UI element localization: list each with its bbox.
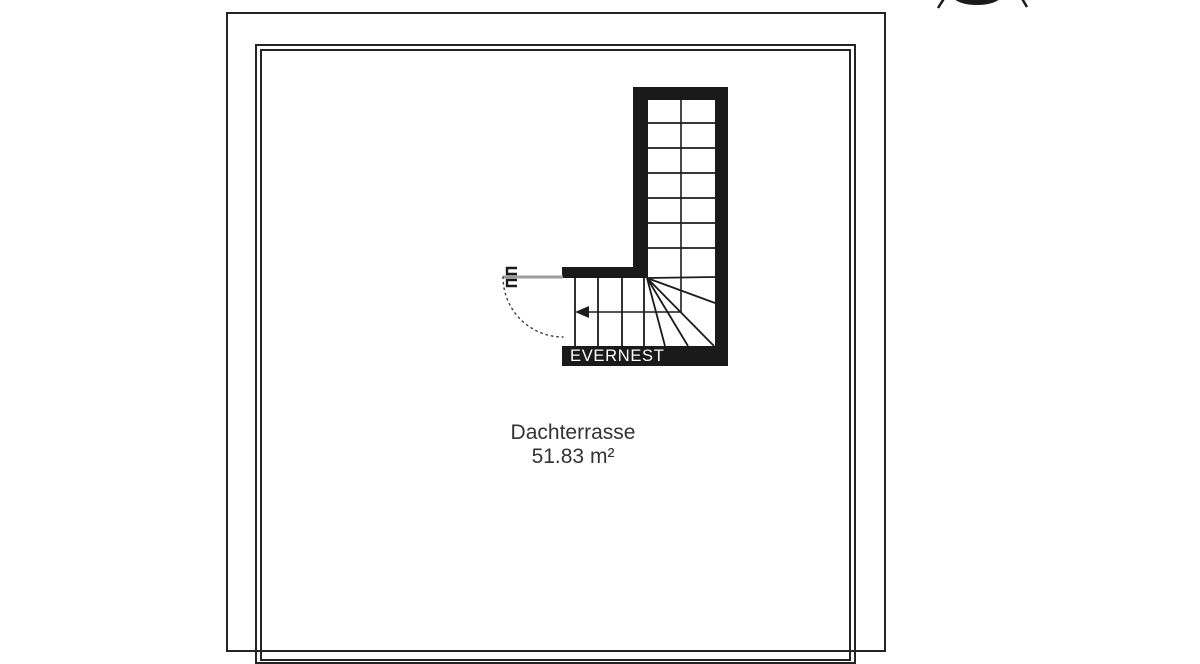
stair-walls: [562, 87, 728, 366]
watermark-label: EVERNEST: [570, 347, 665, 365]
room-area: 51.83 m²: [531, 445, 615, 468]
room-name: Dachterrasse: [510, 421, 636, 444]
door: [503, 268, 563, 337]
stair-wall-wing: [562, 267, 648, 278]
logo-left-stroke-icon: [938, 0, 945, 8]
stair-wall-left: [633, 87, 648, 278]
logo-right-stroke-icon: [1021, 0, 1027, 7]
stair-wall-right: [715, 87, 728, 366]
logo-ellipse-icon: [953, 0, 1001, 5]
logo-fragment: [938, 0, 1027, 8]
direction-arrow-icon: [575, 306, 589, 318]
room-label: [448, 421, 698, 469]
